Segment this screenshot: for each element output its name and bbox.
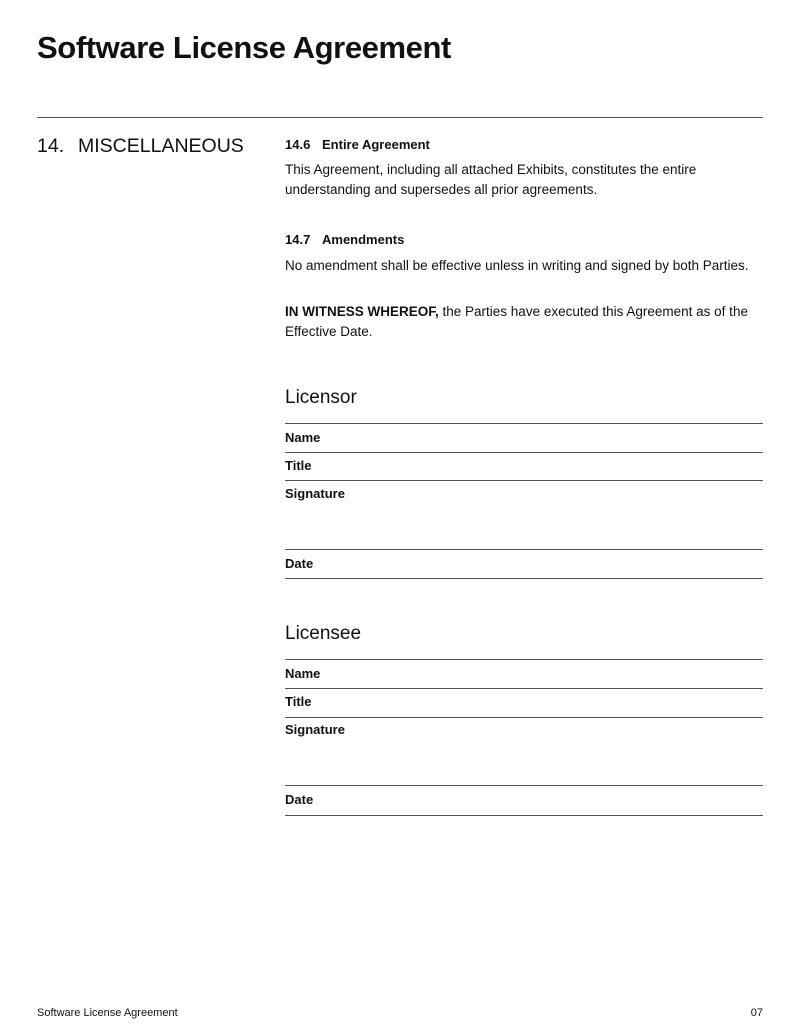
- witness-text: the Parties have executed this Agreement as of the Effective Date.: [285, 304, 748, 339]
- clause-heading-entire-agreement: [285, 136, 430, 154]
- licensee-heading: Licensee: [285, 623, 362, 644]
- footer-page-number: 07: [750, 1007, 763, 1019]
- clause-body-entire-agreement: This Agreement, including all attached Exhibits, constitutes the entire understanding and supersedes all prior agreements.: [285, 162, 697, 197]
- document-title: Software License Agreement: [37, 30, 451, 65]
- footer-document-title: Software License Agreement: [37, 1007, 178, 1019]
- witness-lead: IN WITNESS WHEREOF,: [285, 304, 439, 319]
- clause-title: Entire Agreement: [322, 137, 430, 152]
- licensor-date-field: Date: [285, 556, 314, 571]
- licensee-date-line: [285, 815, 763, 816]
- licensor-signature-field: Signature: [285, 486, 345, 501]
- section-title: MISCELLANEOUS: [78, 135, 244, 157]
- licensee-top-line: [285, 659, 763, 660]
- licensee-date-field: Date: [285, 792, 314, 807]
- licensor-title-field: Title: [285, 458, 312, 473]
- title-divider: [37, 117, 763, 118]
- clause-title: Amendments: [322, 232, 405, 247]
- licensee-signature-line: [285, 785, 763, 786]
- clause-heading-amendments: [285, 231, 404, 249]
- clause-number: 14.6: [285, 137, 311, 152]
- licensor-top-line: [285, 423, 763, 424]
- licensee-title-line: [285, 717, 763, 718]
- section-number: 14.: [37, 135, 65, 157]
- licensee-name-field: Name: [285, 666, 321, 681]
- clause-body-amendments: No amendment shall be effective unless in writing and signed by both Parties.: [285, 258, 749, 273]
- witness-statement: [285, 302, 763, 341]
- licensor-title-line: [285, 480, 763, 481]
- licensor-name-field: Name: [285, 430, 321, 445]
- licensor-name-line: [285, 452, 763, 453]
- licensor-date-line: [285, 578, 763, 579]
- clause-number: 14.7: [285, 232, 311, 247]
- licensee-title-field: Title: [285, 694, 312, 709]
- licensor-signature-line: [285, 549, 763, 550]
- licensor-heading: Licensor: [285, 387, 357, 408]
- licensee-signature-field: Signature: [285, 722, 345, 737]
- licensee-name-line: [285, 688, 763, 689]
- section-heading: [37, 134, 244, 158]
